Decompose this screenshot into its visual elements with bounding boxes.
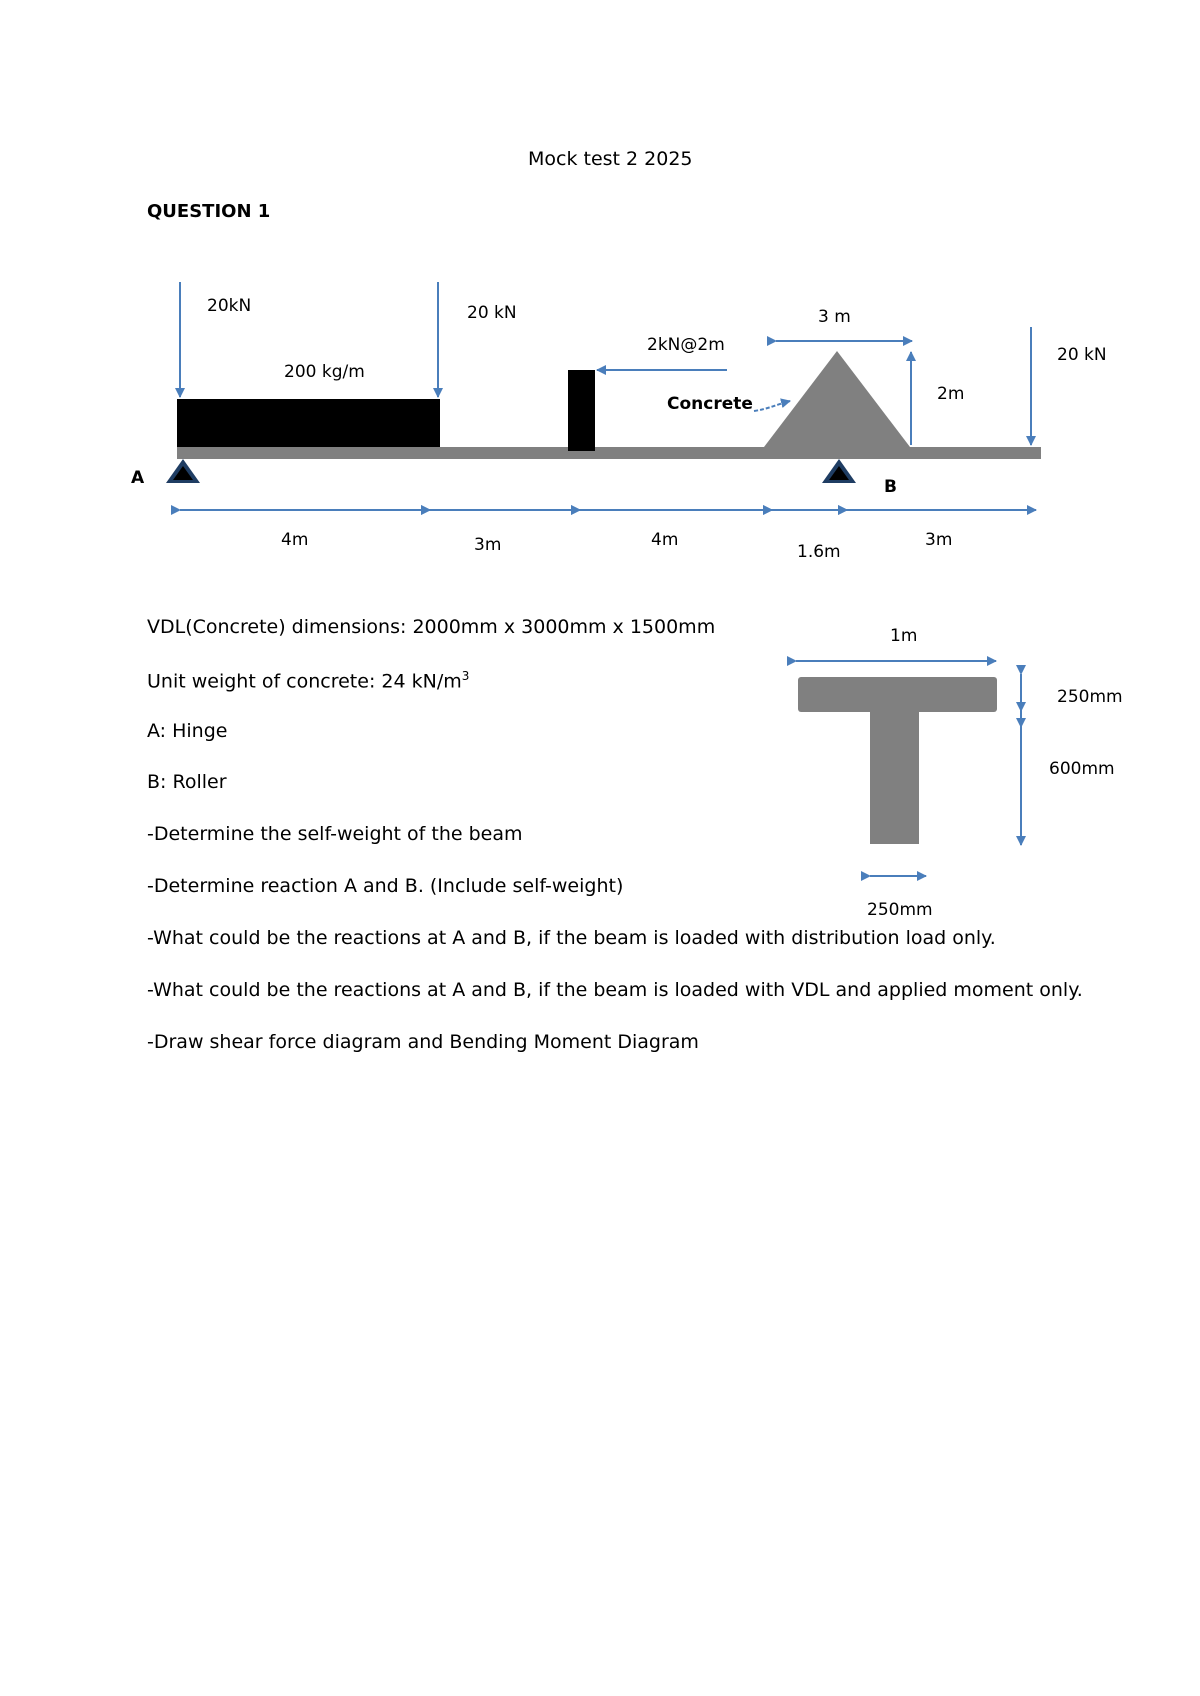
flange-width-label: 1m [890,626,918,646]
support-a-label: A [131,468,145,488]
web-depth-label: 600mm [1049,759,1115,779]
triangle-width-label: 3 m [818,307,851,327]
unit-weight-text [147,670,469,691]
udl-block [177,399,440,447]
unit-weight-superscript: 3 [461,669,470,683]
span-label-3: 4m [651,530,679,550]
vdl-dimensions-text: VDL(Concrete) dimensions: 2000mm x 3000mm x 1500mm [147,616,716,638]
concrete-pointer-arrow [754,401,790,411]
task-item-4: -What could be the reactions at A and B, if the beam is loaded with VDL and applied moment only. [147,979,1083,1001]
unit-weight-main: Unit weight of concrete: 24 kN/m [147,670,462,693]
span-label-2: 3m [474,535,502,555]
span-label-4: 1.6m [797,542,841,562]
span-label-5: 3m [925,530,953,550]
support-a-note: A: Hinge [147,720,228,742]
support-b-label: B [884,477,897,497]
flange-depth-label: 250mm [1057,687,1123,707]
span-label-1: 4m [281,530,309,550]
point-load-a-label: 20kN [207,296,252,316]
t-section [798,677,997,844]
task-item-3: -What could be the reactions at A and B, if the beam is loaded with distribution load only. [147,927,996,949]
question-heading: QUESTION 1 [147,201,271,222]
support-b-symbol [822,459,856,483]
page-title: Mock test 2 2025 [528,148,693,170]
triangle-height-label: 2m [937,384,965,404]
moment-label: 2kN@2m [647,335,725,355]
beam [177,447,1041,459]
udl-label: 200 kg/m [284,362,365,382]
web-width-label: 250mm [867,900,933,920]
concrete-label: Concrete [667,394,753,414]
moment-post [568,370,595,451]
concrete-triangle [764,351,910,447]
point-load-end-label: 20 kN [1057,345,1107,365]
task-item-2: -Determine reaction A and B. (Include self-weight) [147,875,624,897]
point-load-b-label: 20 kN [467,303,517,323]
task-item-5: -Draw shear force diagram and Bending Moment Diagram [147,1031,699,1053]
support-b-note: B: Roller [147,771,227,793]
task-item-1: -Determine the self-weight of the beam [147,823,523,845]
support-a-symbol [166,459,200,483]
